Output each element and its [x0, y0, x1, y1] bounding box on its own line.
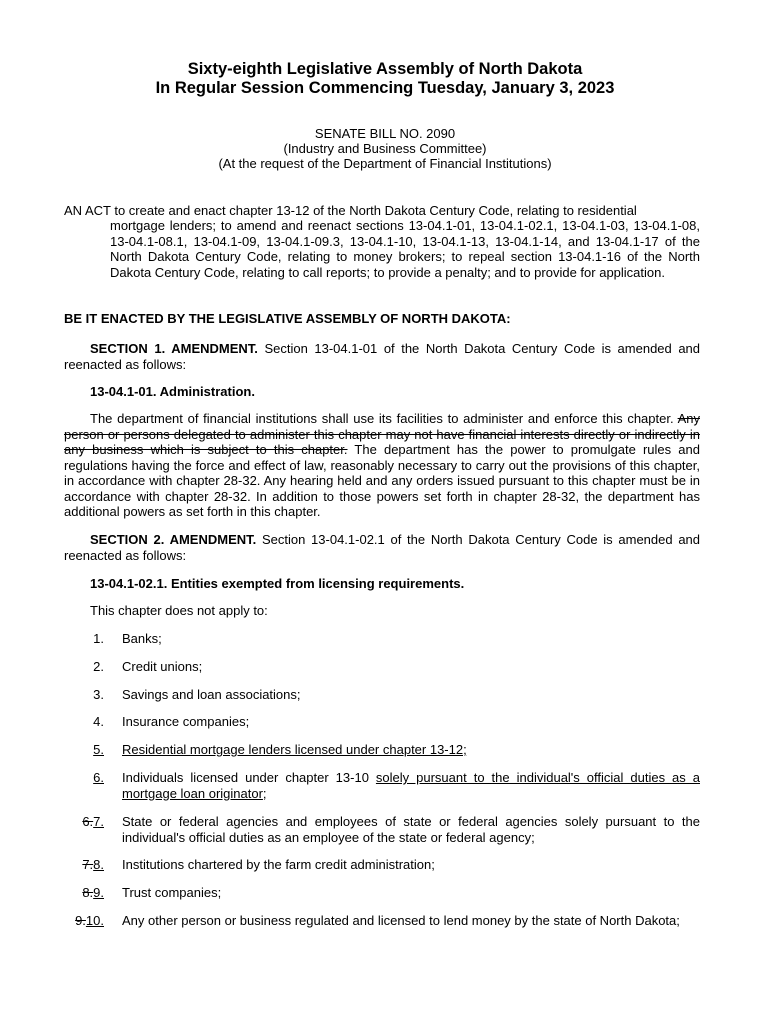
list-item-number: 3.: [93, 687, 104, 702]
list-item: [0, 885, 770, 901]
committee-line: (Industry and Business Committee): [283, 141, 487, 156]
list-item-text: Any other person or business regulated and licensed to lend money by the state of North Dakota;: [122, 913, 680, 928]
list-item: [0, 857, 770, 873]
list-item-text-a: Individuals licensed under chapter 13-10: [122, 770, 376, 785]
new-number: 8.: [93, 857, 104, 872]
section1-body-start: The department of financial institutions shall use its facilities to administer and enforce this chapter.: [90, 411, 678, 426]
section2-subheading: 13-04.1-02.1. Entities exempted from licensing requirements.: [90, 576, 465, 591]
section2-intro: [64, 532, 700, 563]
list-item: [0, 631, 770, 647]
list-item-number: [82, 885, 104, 901]
list-item: [0, 714, 770, 730]
list-item-number: 1.: [93, 631, 104, 646]
new-number: 7.: [93, 814, 104, 829]
section1-intro: [64, 341, 700, 372]
section2-heading: SECTION 2. AMENDMENT.: [90, 532, 257, 547]
list-item-text: Insurance companies;: [122, 714, 250, 729]
new-number: 9.: [93, 885, 104, 900]
list-item: [0, 659, 770, 675]
list-item-text: Banks;: [122, 631, 162, 646]
list-item-text: Savings and loan associations;: [122, 687, 301, 702]
act-first-line: AN ACT to create and enact chapter 13-12 of the North Dakota Century Code, relating to residential: [64, 203, 637, 218]
list-item-number: 5.: [93, 742, 104, 757]
old-number: 9.: [75, 913, 86, 928]
old-number: 8.: [82, 885, 94, 900]
list-item-number: [82, 814, 104, 830]
section1-text: Section 13-04.1-01 of the North Dakota Century Code is amended and reenacted as follows:: [64, 341, 701, 372]
list-item: [0, 687, 770, 703]
document-title-line2: In Regular Session Commencing Tuesday, January 3, 2023: [155, 79, 615, 97]
list-item-number: [82, 857, 104, 873]
section1-heading: SECTION 1. AMENDMENT.: [90, 341, 258, 356]
section1-body-end: The department has the power to promulgate rules and regulations having the force and effect of law, reasonably necessary to carry out the provisions of this chapter, in accordance with chapter 28-32. Any hearing held and any orders issued pursuant to this chapter must be in accordance with chapter 28-32. In addition to those powers set forth in chapter 28-32, the department has additional powers as set forth in this chapter.: [64, 442, 700, 519]
list-item-inserted-text: solely pursuant to the individual's official duties as a mortgage loan originator: [122, 770, 700, 801]
bill-number: SENATE BILL NO. 2090: [314, 126, 456, 141]
list-item-number: 2.: [93, 659, 104, 674]
list-item-text: Institutions chartered by the farm credit administration;: [122, 857, 435, 872]
enacting-clause: BE IT ENACTED BY THE LEGISLATIVE ASSEMBLY OF NORTH DAKOTA:: [64, 311, 511, 326]
list-item: [0, 770, 770, 801]
list-item-text: Residential mortgage lenders licensed under chapter 13-12;: [122, 742, 467, 757]
section1-struck-text: Any person or persons delegated to administer this chapter may not have financial interests directly or indirectly in any business which is subject to this chapter.: [64, 411, 700, 457]
list-item-text: [122, 770, 700, 801]
act-continuation: mortgage lenders; to amend and reenact sections 13-04.1-01, 13-04.1-02.1, 13-04.1-03, 13-04.1-08, 13-04.1-08.1, 13-04.1-09, 13-04.1-09.3, 13-04.1-10, 13-04.1-13, 13-04.1-14, and 13-04.1-17 of the North Dakota Century Code, relating to money brokers; to repeal section 13-04.1-16 of the North Dakota Century Code, relating to call reports; to provide a penalty; and to provide for application.: [110, 218, 700, 280]
list-item-number: 4.: [93, 714, 104, 729]
old-number: 7.: [82, 857, 94, 872]
list-item-text: Credit unions;: [122, 659, 203, 674]
list-item-text: State or federal agencies and employees of state or federal agencies solely pursuant to the individual's official duties as an employee of the state or federal agency;: [122, 814, 700, 845]
list-item-text-c: ;: [262, 785, 267, 801]
section1-subheading: 13-04.1-01. Administration.: [90, 384, 255, 399]
list-item: [0, 742, 770, 758]
section1-body: [64, 411, 700, 520]
list-item-number: 6.: [93, 770, 104, 785]
section2-list-intro: This chapter does not apply to:: [90, 603, 268, 618]
old-number: 6.: [82, 814, 94, 829]
new-number: 10.: [85, 913, 104, 928]
list-item: [0, 814, 770, 845]
request-line: (At the request of the Department of Financial Institutions): [218, 156, 552, 171]
list-item: [0, 913, 770, 929]
section2-text: Section 13-04.1-02.1 of the North Dakota Century Code is amended and reenacted as follows:: [64, 532, 701, 563]
document-title-line1: Sixty-eighth Legislative Assembly of North Dakota: [187, 60, 583, 78]
list-item-number: [75, 913, 104, 929]
list-item-text: Trust companies;: [122, 885, 222, 900]
